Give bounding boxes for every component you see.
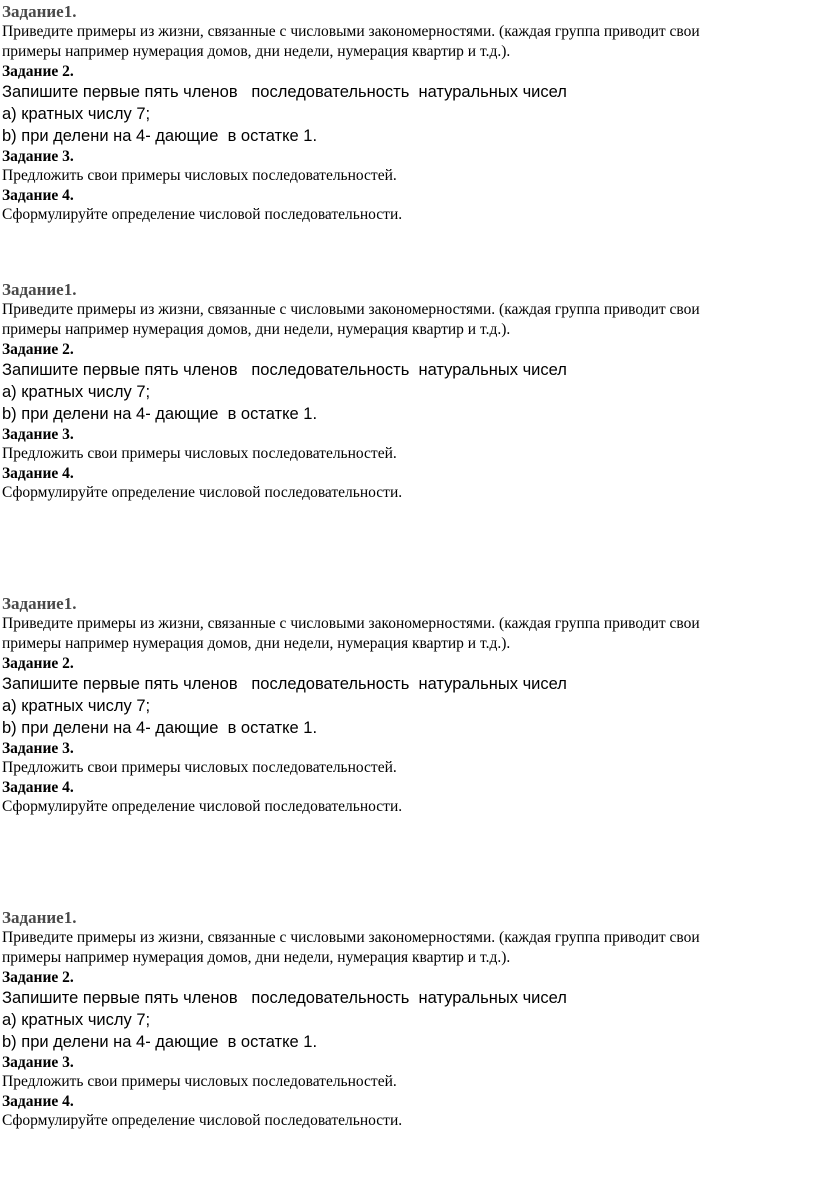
task3-title: Задание 3. [2,426,74,443]
task1-text-line: Приведите примеры из жизни, связанные с числовыми закономерностями. (каждая группа приводит свои [2,929,700,946]
task4-text-line: Сформулируйте определение числовой последовательности. [2,206,403,223]
task3-text-line: Предложить свои примеры числовых последовательностей. [2,167,397,184]
task3-title: Задание 3. [2,148,74,165]
task-block-1 [2,2,814,225]
task3-title: Задание 3. [2,740,74,757]
task4-title: Задание 4. [2,779,74,796]
task2-text-line: b) при делени на 4- дающие в остатке 1. [2,1033,318,1051]
task3-title: Задание 3. [2,1054,74,1071]
task2-text-line: Запишите первые пять членов последовательность натуральных чисел [2,361,567,379]
task2-text-line: b) при делени на 4- дающие в остатке 1. [2,405,318,423]
task2-text-line: b) при делени на 4- дающие в остатке 1. [2,719,318,737]
task2-text-line: Запишите первые пять членов последовательность натуральных чисел [2,675,567,693]
task1-text-line: Приведите примеры из жизни, связанные с числовыми закономерностями. (каждая группа приводит свои [2,301,700,318]
task1-title: Задание1. [2,908,77,927]
task-block-3 [2,594,814,817]
task1-text-line: Приведите примеры из жизни, связанные с числовыми закономерностями. (каждая группа приводит свои [2,23,700,40]
task1-title: Задание1. [2,280,77,299]
task1-text-line: Приведите примеры из жизни, связанные с числовыми закономерностями. (каждая группа приводит свои [2,615,700,632]
task1-text-line: примеры например нумерация домов, дни недели, нумерация квартир и т.д.). [2,321,511,338]
task3-text-line: Предложить свои примеры числовых последовательностей. [2,1073,397,1090]
task1-title: Задание1. [2,2,77,21]
task1-text-line: примеры например нумерация домов, дни недели, нумерация квартир и т.д.). [2,949,511,966]
task2-title: Задание 2. [2,655,74,672]
task2-title: Задание 2. [2,969,74,986]
task3-text-line: Предложить свои примеры числовых последовательностей. [2,759,397,776]
task2-text-line: b) при делени на 4- дающие в остатке 1. [2,127,318,145]
task2-text-line: а) кратных числу 7; [2,1011,151,1029]
task4-title: Задание 4. [2,1093,74,1110]
task1-text-line: примеры например нумерация домов, дни недели, нумерация квартир и т.д.). [2,635,511,652]
task2-title: Задание 2. [2,341,74,358]
task3-text-line: Предложить свои примеры числовых последовательностей. [2,445,397,462]
task2-text-line: а) кратных числу 7; [2,105,151,123]
task1-text-line: примеры например нумерация домов, дни недели, нумерация квартир и т.д.). [2,43,511,60]
task1-title: Задание1. [2,594,77,613]
task-block-4 [2,908,814,1131]
task2-text-line: Запишите первые пять членов последовательность натуральных чисел [2,989,567,1007]
task-block-2 [2,280,814,503]
task2-title: Задание 2. [2,63,74,80]
task4-text-line: Сформулируйте определение числовой последовательности. [2,1112,403,1129]
task4-text-line: Сформулируйте определение числовой последовательности. [2,484,403,501]
task2-text-line: а) кратных числу 7; [2,697,151,715]
task4-title: Задание 4. [2,465,74,482]
task2-text-line: Запишите первые пять членов последовательность натуральных чисел [2,83,567,101]
task4-title: Задание 4. [2,187,74,204]
task4-text-line: Сформулируйте определение числовой последовательности. [2,798,403,815]
task2-text-line: а) кратных числу 7; [2,383,151,401]
